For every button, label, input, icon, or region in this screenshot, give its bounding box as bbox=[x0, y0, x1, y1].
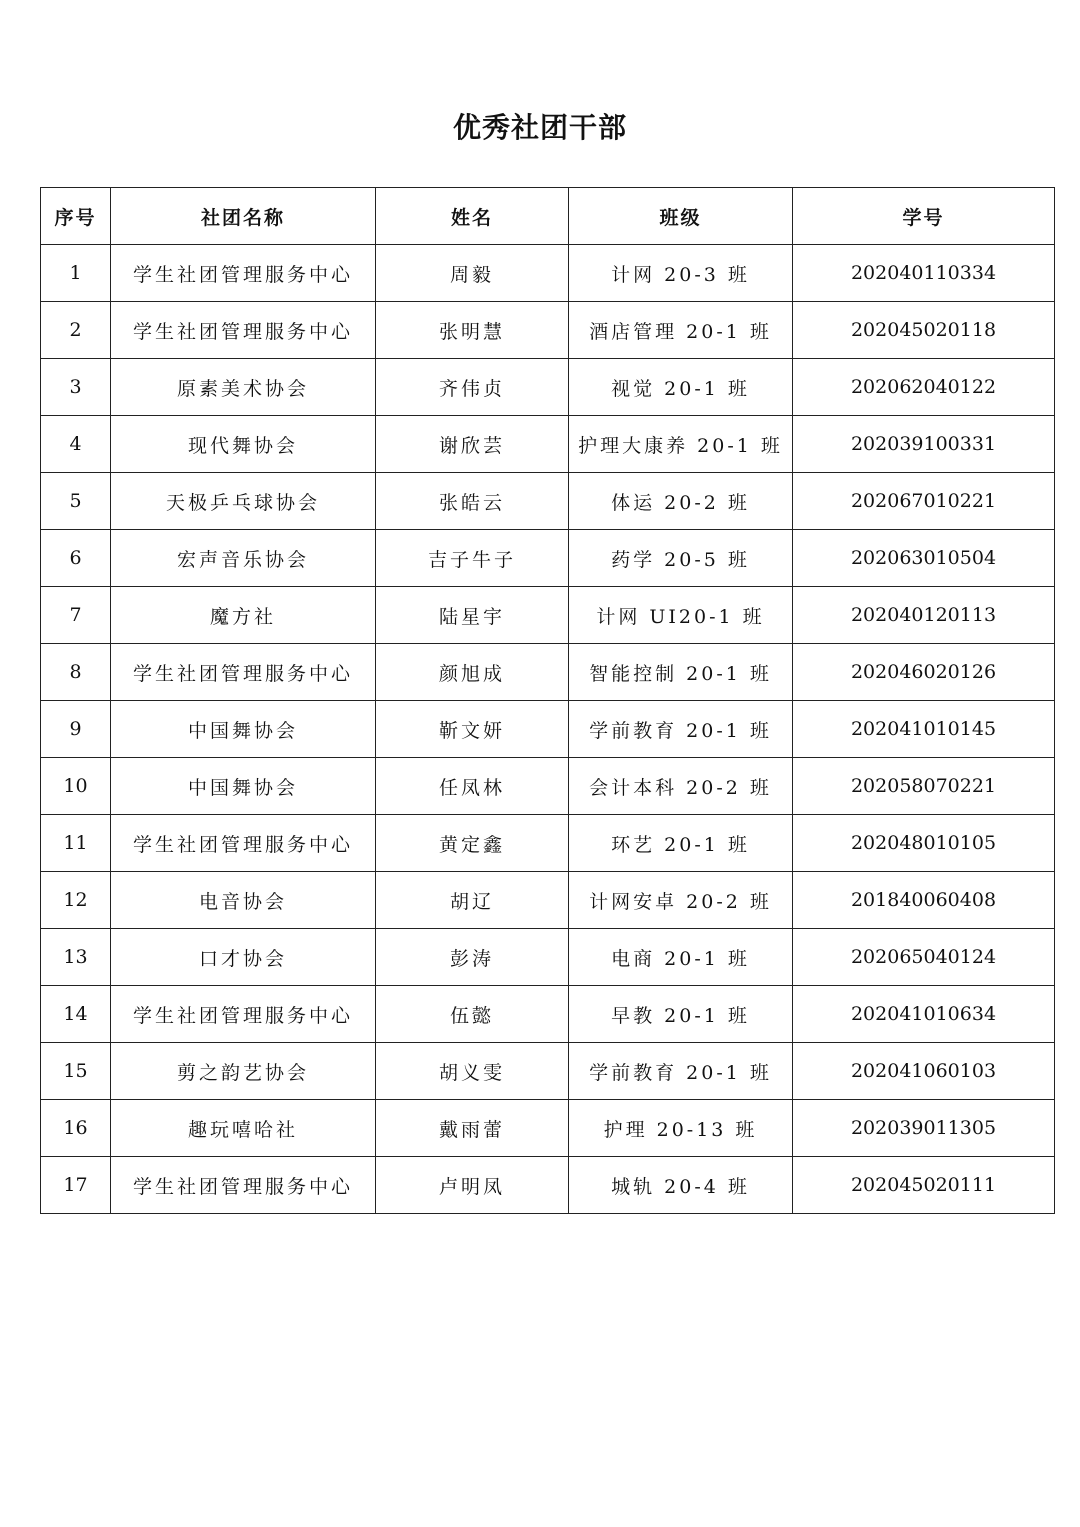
cell-class: 会计本科 20-2 班 bbox=[569, 758, 793, 815]
cell-student-id: 202045020111 bbox=[793, 1157, 1055, 1214]
cell-index: 14 bbox=[41, 986, 111, 1043]
cell-club-name: 学生社团管理服务中心 bbox=[111, 644, 376, 701]
cell-class: 护理大康养 20-1 班 bbox=[569, 416, 793, 473]
cell-club-name: 学生社团管理服务中心 bbox=[111, 986, 376, 1043]
table-row bbox=[41, 758, 1055, 815]
cell-class: 计网安卓 20-2 班 bbox=[569, 872, 793, 929]
cell-person-name: 胡义雯 bbox=[376, 1043, 569, 1100]
cell-person-name: 彭涛 bbox=[376, 929, 569, 986]
cell-index: 12 bbox=[41, 872, 111, 929]
cell-student-id: 201840060408 bbox=[793, 872, 1055, 929]
cell-class: 智能控制 20-1 班 bbox=[569, 644, 793, 701]
cell-person-name: 任凤林 bbox=[376, 758, 569, 815]
cell-index: 8 bbox=[41, 644, 111, 701]
header-club-name: 社团名称 bbox=[111, 188, 376, 245]
cell-club-name: 中国舞协会 bbox=[111, 758, 376, 815]
cell-club-name: 剪之韵艺协会 bbox=[111, 1043, 376, 1100]
cell-person-name: 谢欣芸 bbox=[376, 416, 569, 473]
cell-class: 电商 20-1 班 bbox=[569, 929, 793, 986]
header-index: 序号 bbox=[41, 188, 111, 245]
cell-person-name: 陆星宇 bbox=[376, 587, 569, 644]
table-row bbox=[41, 530, 1055, 587]
cell-class: 视觉 20-1 班 bbox=[569, 359, 793, 416]
cell-club-name: 学生社团管理服务中心 bbox=[111, 302, 376, 359]
table-body bbox=[41, 245, 1055, 1214]
cell-index: 11 bbox=[41, 815, 111, 872]
cell-index: 9 bbox=[41, 701, 111, 758]
cell-club-name: 电音协会 bbox=[111, 872, 376, 929]
cell-person-name: 张皓云 bbox=[376, 473, 569, 530]
cell-student-id: 202062040122 bbox=[793, 359, 1055, 416]
cell-index: 3 bbox=[41, 359, 111, 416]
cell-student-id: 202040110334 bbox=[793, 245, 1055, 302]
cell-class: 护理 20-13 班 bbox=[569, 1100, 793, 1157]
cell-index: 7 bbox=[41, 587, 111, 644]
table-row bbox=[41, 815, 1055, 872]
cell-student-id: 202039100331 bbox=[793, 416, 1055, 473]
header-person-name: 姓名 bbox=[376, 188, 569, 245]
cell-index: 4 bbox=[41, 416, 111, 473]
cell-index: 16 bbox=[41, 1100, 111, 1157]
cell-student-id: 202041010145 bbox=[793, 701, 1055, 758]
cell-club-name: 魔方社 bbox=[111, 587, 376, 644]
cell-club-name: 学生社团管理服务中心 bbox=[111, 1157, 376, 1214]
header-class: 班级 bbox=[569, 188, 793, 245]
cell-person-name: 胡辽 bbox=[376, 872, 569, 929]
cell-class: 计网 20-3 班 bbox=[569, 245, 793, 302]
table-row bbox=[41, 872, 1055, 929]
table-row bbox=[41, 1157, 1055, 1214]
page-title: 优秀社团干部 bbox=[452, 111, 627, 144]
cell-person-name: 张明慧 bbox=[376, 302, 569, 359]
cell-student-id: 202058070221 bbox=[793, 758, 1055, 815]
cell-student-id: 202039011305 bbox=[793, 1100, 1055, 1157]
cell-index: 13 bbox=[41, 929, 111, 986]
cell-person-name: 周毅 bbox=[376, 245, 569, 302]
cell-index: 2 bbox=[41, 302, 111, 359]
cell-index: 17 bbox=[41, 1157, 111, 1214]
table-row bbox=[41, 1100, 1055, 1157]
cell-person-name: 颜旭成 bbox=[376, 644, 569, 701]
cell-class: 环艺 20-1 班 bbox=[569, 815, 793, 872]
cell-student-id: 202041060103 bbox=[793, 1043, 1055, 1100]
cell-club-name: 趣玩嘻哈社 bbox=[111, 1100, 376, 1157]
cell-index: 6 bbox=[41, 530, 111, 587]
cell-class: 酒店管理 20-1 班 bbox=[569, 302, 793, 359]
cell-class: 体运 20-2 班 bbox=[569, 473, 793, 530]
cell-student-id: 202065040124 bbox=[793, 929, 1055, 986]
cell-person-name: 戴雨蕾 bbox=[376, 1100, 569, 1157]
table-row bbox=[41, 359, 1055, 416]
table-row bbox=[41, 302, 1055, 359]
cell-person-name: 吉子牛子 bbox=[376, 530, 569, 587]
header-student-id: 学号 bbox=[793, 188, 1055, 245]
table-header-row bbox=[41, 188, 1055, 245]
cell-person-name: 靳文妍 bbox=[376, 701, 569, 758]
cell-person-name: 卢明凤 bbox=[376, 1157, 569, 1214]
cell-club-name: 原素美术协会 bbox=[111, 359, 376, 416]
cell-index: 5 bbox=[41, 473, 111, 530]
cell-class: 药学 20-5 班 bbox=[569, 530, 793, 587]
cell-club-name: 口才协会 bbox=[111, 929, 376, 986]
cell-class: 城轨 20-4 班 bbox=[569, 1157, 793, 1214]
cell-student-id: 202040120113 bbox=[793, 587, 1055, 644]
table-row bbox=[41, 416, 1055, 473]
cell-class: 学前教育 20-1 班 bbox=[569, 701, 793, 758]
table-row bbox=[41, 587, 1055, 644]
table-row bbox=[41, 644, 1055, 701]
cell-index: 1 bbox=[41, 245, 111, 302]
table-row bbox=[41, 245, 1055, 302]
cell-club-name: 中国舞协会 bbox=[111, 701, 376, 758]
table-row bbox=[41, 1043, 1055, 1100]
cell-index: 15 bbox=[41, 1043, 111, 1100]
cell-student-id: 202048010105 bbox=[793, 815, 1055, 872]
cell-student-id: 202041010634 bbox=[793, 986, 1055, 1043]
table-row bbox=[41, 701, 1055, 758]
cell-student-id: 202046020126 bbox=[793, 644, 1055, 701]
cell-club-name: 宏声音乐协会 bbox=[111, 530, 376, 587]
table-row bbox=[41, 929, 1055, 986]
cell-index: 10 bbox=[41, 758, 111, 815]
cell-person-name: 伍懿 bbox=[376, 986, 569, 1043]
cell-person-name: 黄定鑫 bbox=[376, 815, 569, 872]
cadre-table bbox=[40, 187, 1055, 1214]
cell-student-id: 202067010221 bbox=[793, 473, 1055, 530]
table-row bbox=[41, 473, 1055, 530]
cell-student-id: 202045020118 bbox=[793, 302, 1055, 359]
cell-club-name: 天极乒乓球协会 bbox=[111, 473, 376, 530]
cell-person-name: 齐伟贞 bbox=[376, 359, 569, 416]
cell-club-name: 学生社团管理服务中心 bbox=[111, 245, 376, 302]
table-row bbox=[41, 986, 1055, 1043]
cell-class: 计网 UI20-1 班 bbox=[569, 587, 793, 644]
cell-class: 学前教育 20-1 班 bbox=[569, 1043, 793, 1100]
cell-club-name: 学生社团管理服务中心 bbox=[111, 815, 376, 872]
cell-class: 早教 20-1 班 bbox=[569, 986, 793, 1043]
cell-student-id: 202063010504 bbox=[793, 530, 1055, 587]
cell-club-name: 现代舞协会 bbox=[111, 416, 376, 473]
